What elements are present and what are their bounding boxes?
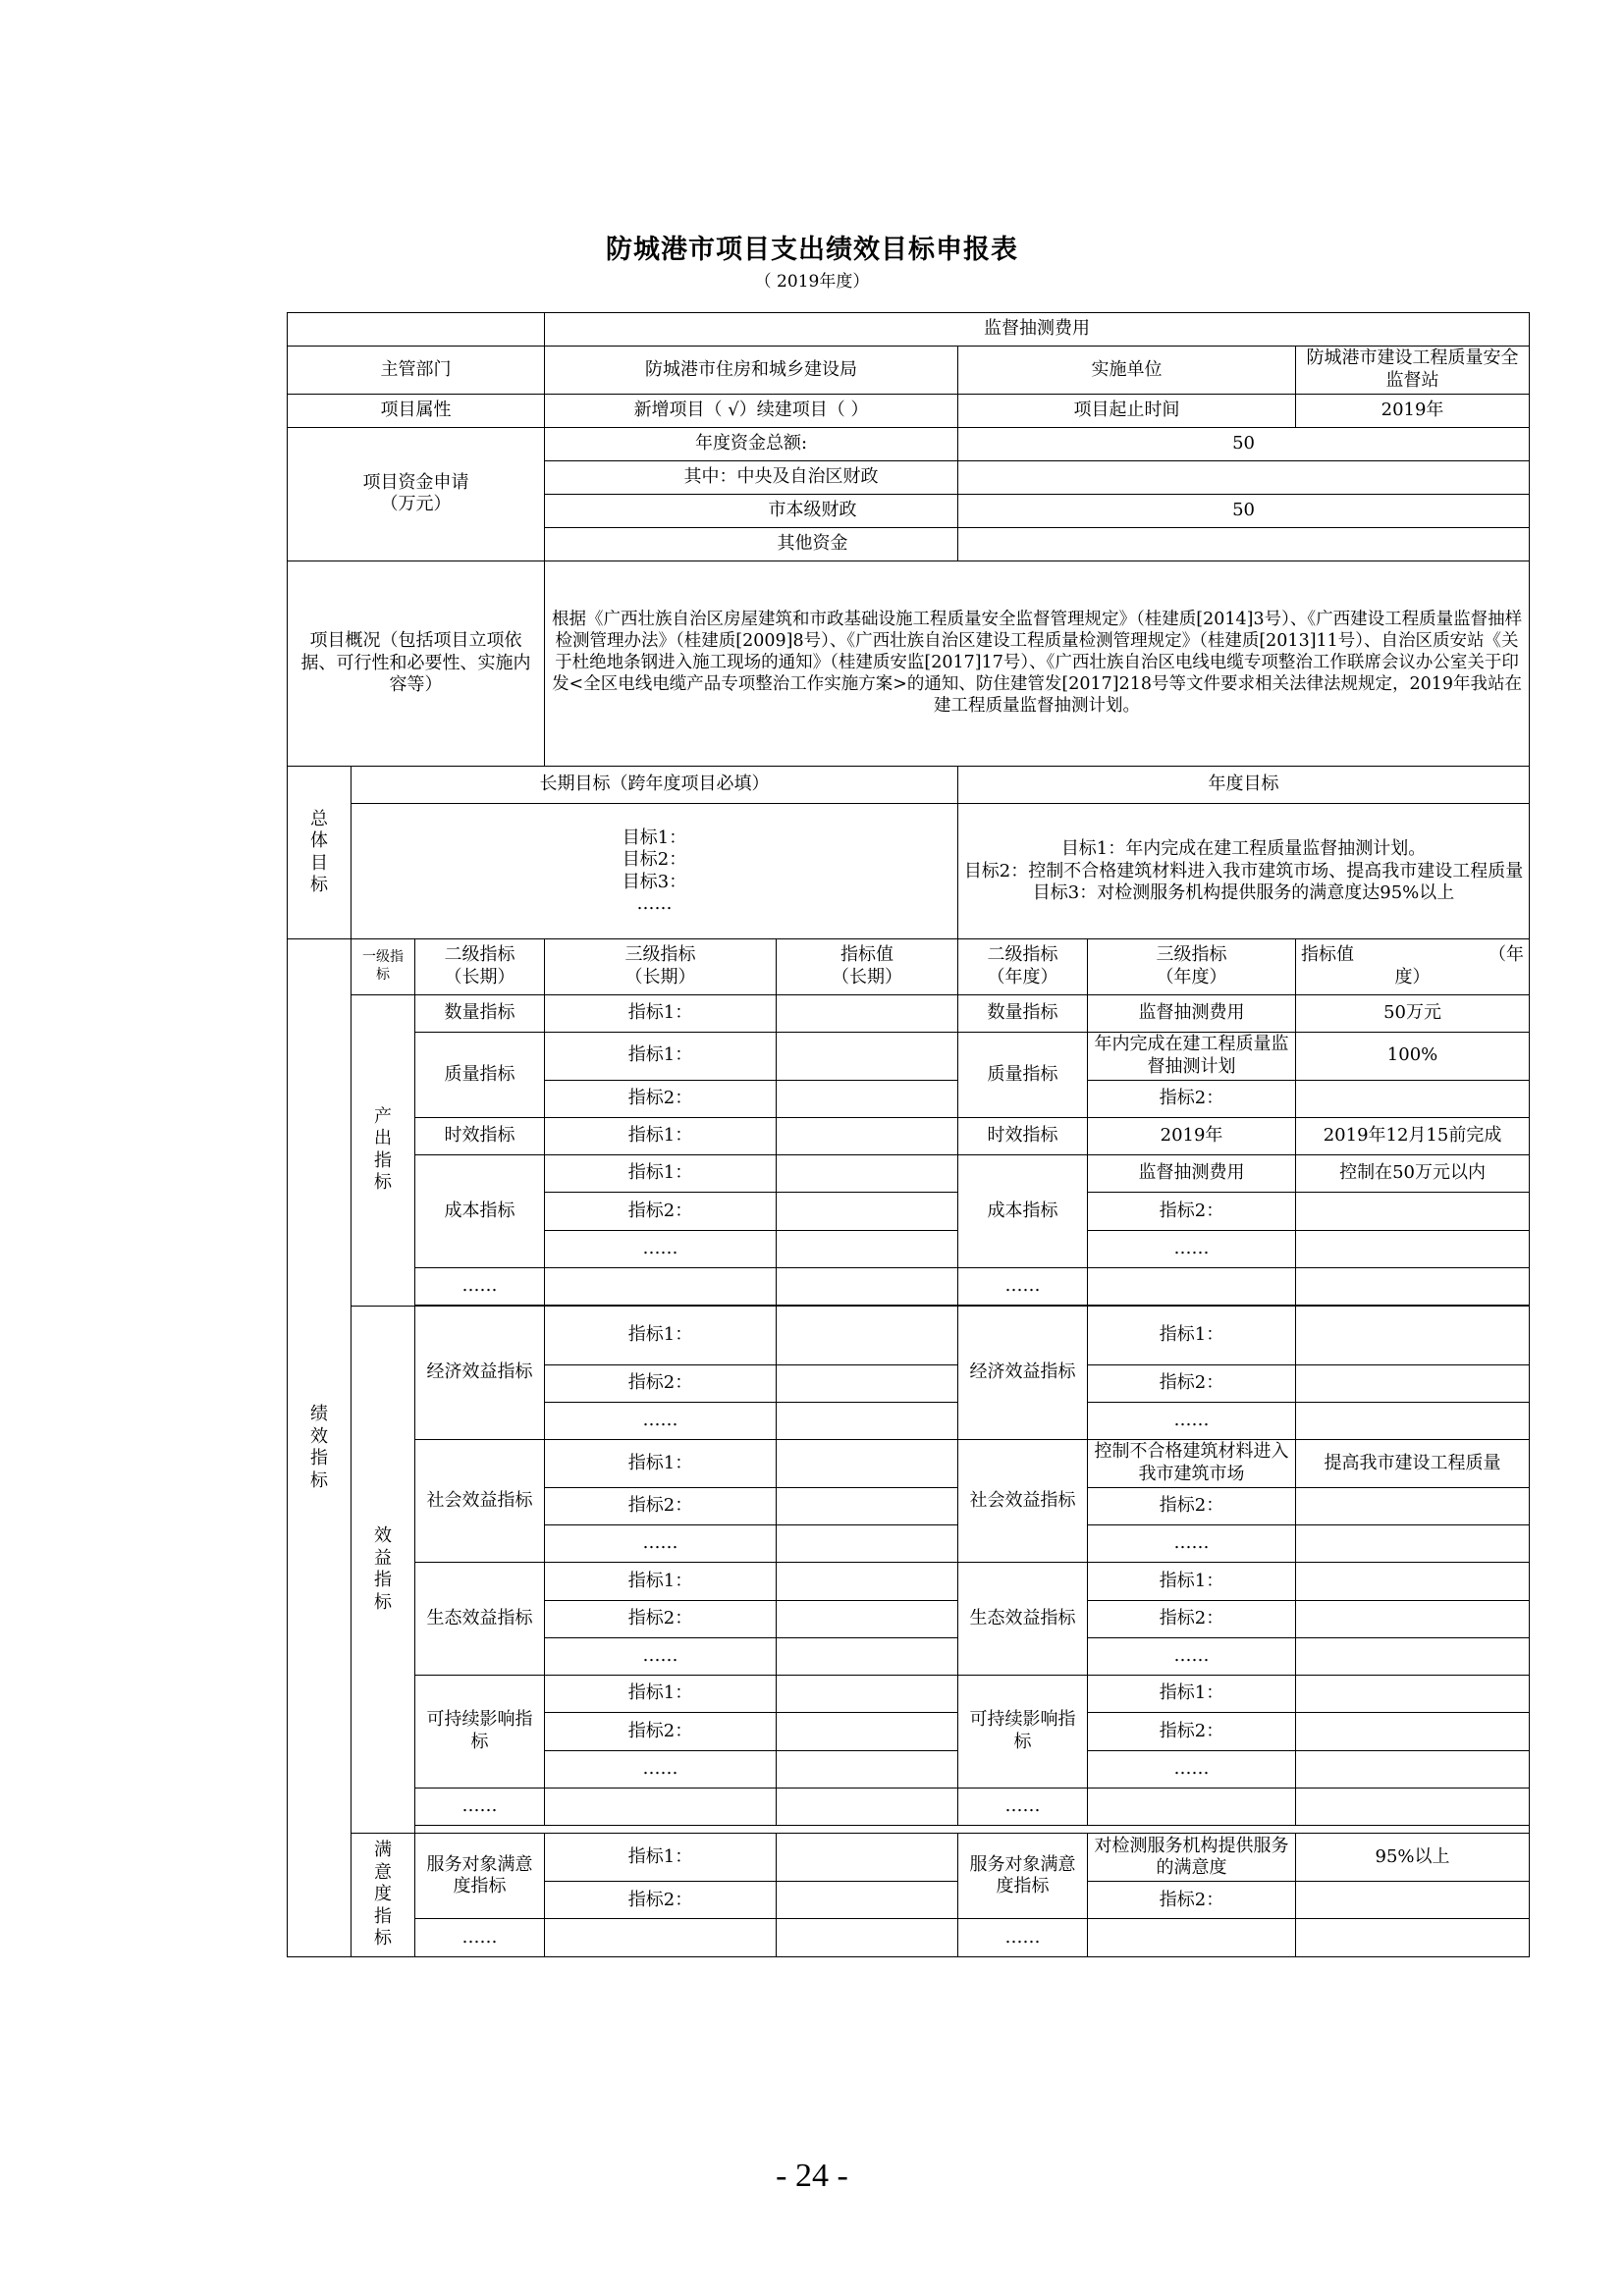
val-year-b: （年 [1489,944,1525,966]
cost-long-dots: …… [545,1230,777,1267]
output-year-more-l3 [1088,1267,1296,1305]
economic-year-ind1: 指标1： [1088,1307,1296,1364]
cost-long-val1 [777,1155,958,1193]
overall-goal-text: 总体目标 [310,808,328,896]
form-subtitle: （ 2019年度） [754,272,870,292]
social-long-val3 [777,1525,958,1563]
overall-goal-label [288,766,352,938]
form-title: 防城港市项目支出绩效目标申报表 [606,235,1018,265]
eco-year-l2: 生态效益指标 [958,1563,1088,1676]
quality-year-val2 [1296,1080,1530,1117]
quality-long-val1 [777,1032,958,1080]
dept-label: 主管部门 [288,346,545,394]
cost-year-val: 控制在50万元以内 [1296,1155,1530,1193]
annual-goals [958,804,1530,939]
output-long-more-val [777,1267,958,1305]
social-year-dots: …… [1088,1525,1296,1563]
cost-long-ind1: 指标1： [545,1155,777,1193]
cost-long-ind2: 指标2： [545,1193,777,1230]
l3-year-header [1088,939,1296,994]
sat-long-more-val [777,1919,958,1957]
val-year-a: 指标值 [1301,944,1355,966]
long-term-header: 长期目标（跨年度项目必填） [352,766,958,803]
social-year-l3: 控制不合格建筑材料进入我市建筑市场 [1088,1440,1296,1488]
page-number: - 24 - [776,2158,848,2194]
impl-label: 实施单位 [958,346,1296,394]
performance-goal-table [287,312,1530,1957]
long-term-goals [352,804,958,939]
sat-long-more: …… [415,1919,545,1957]
eco-year-ind1: 指标1： [1088,1563,1296,1600]
cost-long-l2: 成本指标 [415,1155,545,1268]
sustain-year-dots: …… [1088,1750,1296,1788]
economic-long-l2: 经济效益指标 [415,1307,545,1440]
eco-long-dots: …… [545,1637,777,1675]
economic-year-l2: 经济效益指标 [958,1307,1088,1440]
quantity-year-l2: 数量指标 [958,994,1088,1032]
sustain-long-dots: …… [545,1750,777,1788]
benefit-long-more: …… [415,1788,545,1825]
sustain-year-val3 [1296,1750,1530,1788]
time-long-ind1: 指标1： [545,1117,777,1154]
quality-year-ind2: 指标2： [1088,1080,1296,1117]
quality-year-val: 100% [1296,1032,1530,1080]
long-goal-1: 目标1： [622,827,687,848]
quality-long-val2 [777,1080,958,1117]
benefit-year-more: …… [958,1788,1088,1825]
cost-year-val3 [1296,1230,1530,1267]
quantity-long-val [777,994,958,1032]
fund-central-value [958,460,1530,494]
long-goal-2: 目标2： [622,849,687,871]
social-long-val2 [777,1487,958,1524]
sat-long-val1 [777,1834,958,1882]
time-long-l2: 时效指标 [415,1117,545,1154]
output-year-more: …… [958,1267,1088,1305]
overview-text: 根据《广西壮族自治区房屋建筑和市政基础设施工程质量安全监督管理规定》（桂建质[2014]3号）、《广西建设工程质量监督抽样检测管理办法》（桂建质[2009]8号）、《广西壮族自治区建设工程质量检测管理规定》（桂建质[2013]11号）、自治区质安站《关于杜绝地条钢进入施工现场的通知》（桂建质安监[2017]17号）、《广西壮族自治区电线电缆专项整治工作联席会议办公室关于印发<全区电线电缆产品专项整治工作实施方案>的通知、防住建管发[2017]218号等文件要求相关法律法规规定，2019年我站在建工程质量监督抽测计划。 [545,561,1530,766]
val-year-header [1296,939,1530,994]
quality-long-ind2: 指标2： [545,1080,777,1117]
val-long-header [777,939,958,994]
benefit-label [352,1307,415,1834]
economic-long-ind2: 指标2： [545,1364,777,1402]
eco-long-ind2: 指标2： [545,1600,777,1637]
economic-long-dots: …… [545,1402,777,1439]
fund-other-label: 其他资金 [545,527,958,561]
sustain-year-val2 [1296,1713,1530,1750]
output-label [352,994,415,1307]
social-year-ind2: 指标2： [1088,1487,1296,1524]
sustain-long-l2: 可持续影响指标 [415,1676,545,1789]
sat-year-val2 [1296,1882,1530,1919]
perf-text: 绩效指标 [310,1404,328,1491]
benefit-text: 效益指标 [374,1525,392,1613]
l2-year-header [958,939,1088,994]
period-value: 2019年 [1296,394,1530,427]
sustain-long-val1 [777,1676,958,1713]
cost-year-l3: 监督抽测费用 [1088,1155,1296,1193]
sustain-year-val1 [1296,1676,1530,1713]
quantity-year-l3: 监督抽测费用 [1088,994,1296,1032]
sustain-long-val2 [777,1713,958,1750]
economic-long-val1 [777,1307,958,1364]
perf-label [288,939,352,1957]
annual-goal-3: 目标3：对检测服务机构提供服务的满意度达95%以上 [1032,882,1455,903]
output-text: 产出指标 [374,1105,392,1194]
economic-year-ind2: 指标2： [1088,1364,1296,1402]
eco-long-l2: 生态效益指标 [415,1563,545,1676]
quantity-year-val: 50万元 [1296,994,1530,1032]
l3-long-header [545,939,777,994]
l2-year-a: 二级指标 [987,944,1058,966]
sat-long-val2 [777,1882,958,1919]
time-year-l2: 时效指标 [958,1117,1088,1154]
social-long-ind2: 指标2： [545,1487,777,1524]
eco-year-val1 [1296,1563,1530,1600]
social-long-val1 [777,1440,958,1488]
fund-apply-title: 项目资金申请 [362,471,469,493]
val-long-b: （长期） [832,966,903,988]
cost-year-l2: 成本指标 [958,1155,1088,1268]
long-goal-3: 目标3： [622,871,687,892]
l2-long-b: （长期） [444,966,515,988]
eco-year-ind2: 指标2： [1088,1600,1296,1637]
cost-year-val2 [1296,1193,1530,1230]
quality-year-l3: 年内完成在建工程质量监督抽测计划 [1088,1032,1296,1080]
social-long-l2: 社会效益指标 [415,1440,545,1563]
l3-year-a: 三级指标 [1156,944,1227,966]
time-long-val [777,1117,958,1154]
sat-long-l2: 服务对象满意度指标 [415,1834,545,1919]
eco-year-dots: …… [1088,1637,1296,1675]
cost-year-dots: …… [1088,1230,1296,1267]
l2-long-a: 二级指标 [444,944,515,966]
sat-long-ind1: 指标1： [545,1834,777,1882]
time-year-val: 2019年12月15前完成 [1296,1117,1530,1154]
annual-header: 年度目标 [958,766,1530,803]
attr-label: 项目属性 [288,394,545,427]
project-name-label-cell [288,313,545,347]
fund-city-label: 市本级财政 [545,494,958,527]
benefit-year-more-l3 [1088,1788,1296,1825]
annual-goal-1: 目标1：年内完成在建工程质量监督抽测计划。 [1060,838,1427,859]
time-year-l3: 2019年 [1088,1117,1296,1154]
sustain-year-ind1: 指标1： [1088,1676,1296,1713]
quantity-long-l2: 数量指标 [415,994,545,1032]
satisfaction-text: 满意度指标 [374,1840,392,1949]
l2-long-header [415,939,545,994]
overview-label: 项目概况（包括项目立项依据、可行性和必要性、实施内容等） [288,561,545,766]
project-name: 监督抽测费用 [545,313,1530,347]
l3-long-b: （长期） [624,966,696,988]
cost-long-val2 [777,1193,958,1230]
fund-total-label: 年度资金总额: [545,427,958,460]
sustain-year-l2: 可持续影响指标 [958,1676,1088,1789]
fund-total-value: 50 [958,427,1530,460]
quality-long-l2: 质量指标 [415,1032,545,1117]
eco-long-val3 [777,1637,958,1675]
l3-long-a: 三级指标 [624,944,696,966]
social-year-l2: 社会效益指标 [958,1440,1088,1563]
dept-value: 防城港市住房和城乡建设局 [545,346,958,394]
val-long-a: 指标值 [840,944,894,966]
social-year-val: 提高我市建设工程质量 [1296,1440,1530,1488]
social-long-ind1: 指标1： [545,1440,777,1488]
level1-header-text: 一级指标 [362,949,404,983]
sustain-long-ind2: 指标2： [545,1713,777,1750]
economic-long-val3 [777,1402,958,1439]
social-year-val2 [1296,1487,1530,1524]
fund-other-value [958,527,1530,561]
cost-long-val3 [777,1230,958,1267]
sustain-long-ind1: 指标1： [545,1676,777,1713]
cost-year-ind2: 指标2： [1088,1193,1296,1230]
sat-long-ind2: 指标2： [545,1882,777,1919]
eco-long-val2 [777,1600,958,1637]
attr-value: 新增项目（ √）续建项目（ ） [545,394,958,427]
level1-header [352,939,415,994]
output-long-more: …… [415,1267,545,1305]
social-long-dots: …… [545,1525,777,1563]
quantity-long-ind1: 指标1： [545,994,777,1032]
eco-year-val3 [1296,1637,1530,1675]
period-label: 项目起止时间 [958,394,1296,427]
eco-long-ind1: 指标1： [545,1563,777,1600]
economic-year-val1 [1296,1307,1530,1364]
annual-goal-2: 目标2：控制不合格建筑材料进入我市建筑市场、提高我市建设工程质量 [963,860,1524,881]
eco-long-val1 [777,1563,958,1600]
fund-central-label: 其中：中央及自治区财政 [545,460,958,494]
economic-long-ind1: 指标1： [545,1307,777,1364]
sat-long-more-l3 [545,1919,777,1957]
sat-year-l2: 服务对象满意度指标 [958,1834,1088,1919]
val-year-c: 度） [1394,966,1431,988]
sat-year-l3: 对检测服务机构提供服务的满意度 [1088,1834,1296,1882]
eco-year-val2 [1296,1600,1530,1637]
output-year-more-val [1296,1267,1530,1305]
output-long-more-l3 [545,1267,777,1305]
economic-long-val2 [777,1364,958,1402]
long-goal-4: …… [636,893,673,915]
sat-year-more-val [1296,1919,1530,1957]
benefit-long-more-val [777,1788,958,1825]
quality-year-l2: 质量指标 [958,1032,1088,1117]
impl-value: 防城港市建设工程质量安全监督站 [1296,346,1530,394]
economic-year-val3 [1296,1402,1530,1439]
fund-city-value: 50 [958,494,1530,527]
benefit-year-more-val [1296,1788,1530,1825]
sat-year-more-l3 [1088,1919,1296,1957]
economic-year-dots: …… [1088,1402,1296,1439]
fund-apply-label [288,427,545,561]
satisfaction-label [352,1834,415,1957]
economic-year-val2 [1296,1364,1530,1402]
sat-year-ind2: 指标2： [1088,1882,1296,1919]
benefit-long-more-l3 [545,1788,777,1825]
fund-unit: （万元） [380,494,452,515]
sustain-year-ind2: 指标2： [1088,1713,1296,1750]
l2-year-b: （年度） [987,966,1058,988]
sat-year-more: …… [958,1919,1088,1957]
sustain-long-val3 [777,1750,958,1788]
quality-long-ind1: 指标1： [545,1032,777,1080]
sat-year-val: 95%以上 [1296,1834,1530,1882]
social-year-val3 [1296,1525,1530,1563]
l3-year-b: （年度） [1156,966,1227,988]
